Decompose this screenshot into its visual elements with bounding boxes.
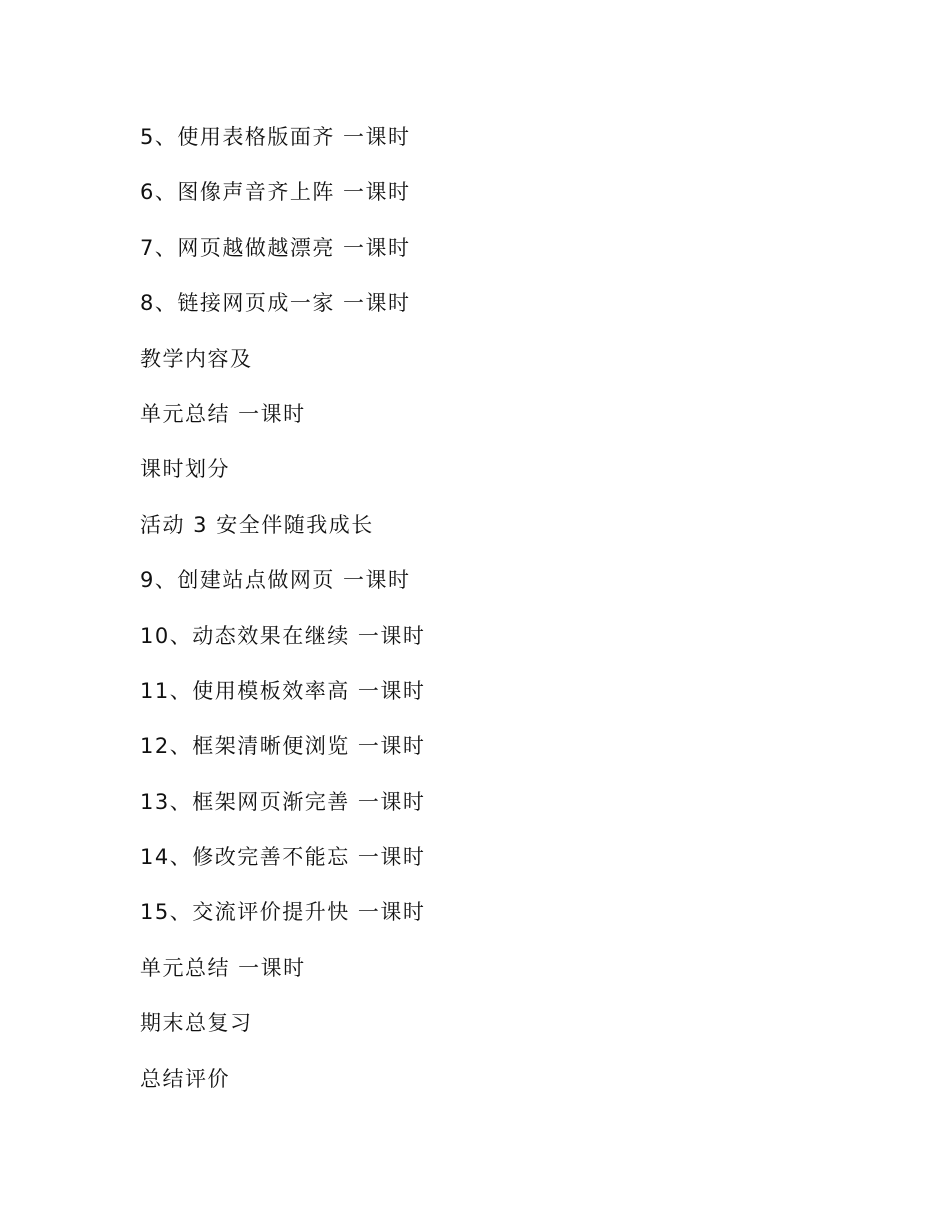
text-line-lesson-10: 10、动态效果在继续 一课时: [140, 623, 426, 648]
text-line-lesson-13: 13、框架网页渐完善 一课时: [140, 789, 426, 814]
text-line-final-review: 期末总复习: [140, 1011, 253, 1036]
text-line-lesson-5: 5、使用表格版面齐 一课时: [140, 125, 411, 149]
text-line-unit-summary-2: 单元总结 一课时: [140, 955, 306, 980]
text-line-lesson-12: 12、框架清晰便浏览 一课时: [140, 734, 426, 759]
text-line-teaching-content: 教学内容及: [140, 346, 253, 371]
text-line-summary-evaluation: 总结评价: [140, 1066, 230, 1091]
text-line-lesson-7: 7、网页越做越漂亮 一课时: [140, 235, 411, 260]
text-line-lesson-15: 15、交流评价提升快 一课时: [140, 900, 426, 925]
text-line-unit-summary-1: 单元总结 一课时: [140, 401, 306, 426]
text-line-activity-3: 活动 3 安全伴随我成长: [140, 512, 374, 537]
text-line-lesson-6: 6、图像声音齐上阵 一课时: [140, 180, 411, 205]
text-line-lesson-11: 11、使用模板效率高 一课时: [140, 678, 426, 703]
text-line-lesson-8: 8、链接网页成一家 一课时: [140, 291, 411, 316]
text-line-lesson-division: 课时划分: [140, 457, 230, 482]
text-line-lesson-14: 14、修改完善不能忘 一课时: [140, 845, 426, 870]
text-line-lesson-9: 9、创建站点做网页 一课时: [140, 568, 411, 593]
document-body: [140, 110, 840, 1107]
